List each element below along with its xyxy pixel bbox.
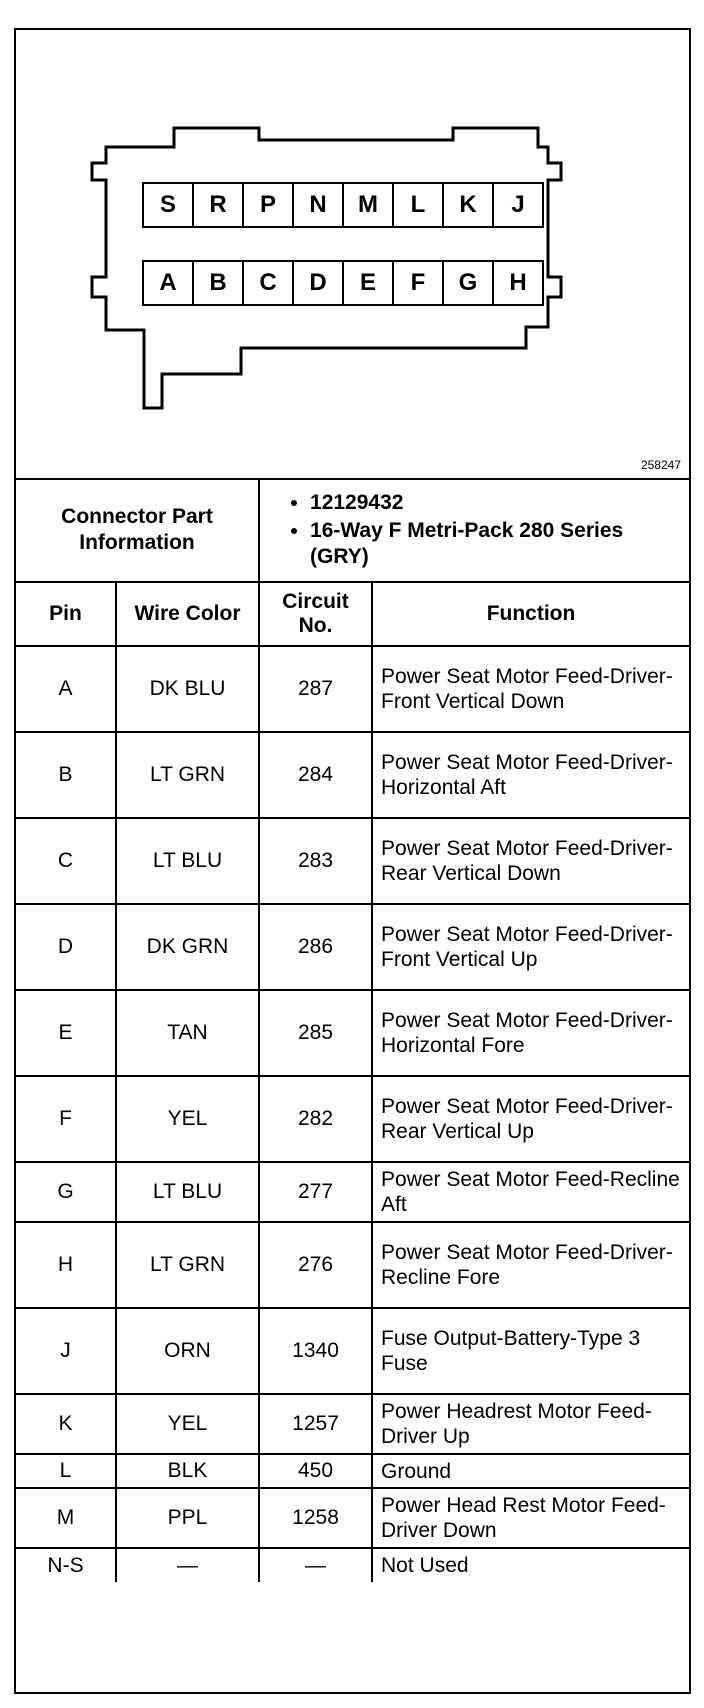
table-row <box>16 904 689 990</box>
pin-cell-text: C <box>16 818 116 904</box>
wire-color-cell: DK BLU <box>116 646 259 732</box>
pin-cavity: S <box>142 182 194 228</box>
wire-color-cell: PPL <box>116 1488 259 1548</box>
function-cell: Power Head Rest Motor Feed-Driver Down <box>372 1488 689 1548</box>
pin-cell-text: N-S <box>16 1548 116 1582</box>
figure-id: 258247 <box>640 458 681 472</box>
header-pin: Pin <box>16 582 116 646</box>
table-row <box>16 1394 689 1454</box>
circuit-cell: 450 <box>259 1454 372 1488</box>
function-cell: Power Seat Motor Feed-Driver-Rear Vertical Up <box>372 1076 689 1162</box>
pin-cell-text: H <box>16 1222 116 1308</box>
function-cell: Fuse Output-Battery-Type 3 Fuse <box>372 1308 689 1394</box>
function-cell: Power Seat Motor Feed-Driver-Horizontal Aft <box>372 732 689 818</box>
circuit-cell: 277 <box>259 1162 372 1222</box>
pin-cell-text: B <box>16 732 116 818</box>
circuit-cell: — <box>259 1548 372 1582</box>
table-row <box>16 646 689 732</box>
connector-outline <box>16 30 689 478</box>
pin-cavity: G <box>442 260 494 306</box>
pin-cavity: D <box>292 260 344 306</box>
wire-color-cell: BLK <box>116 1454 259 1488</box>
pin-cavity: B <box>192 260 244 306</box>
pin-cavity: E <box>342 260 394 306</box>
wire-color-cell: TAN <box>116 990 259 1076</box>
pin-cell-text: F <box>16 1076 116 1162</box>
wire-color-cell: — <box>116 1548 259 1582</box>
circuit-cell: 1258 <box>259 1488 372 1548</box>
function-cell: Power Seat Motor Feed-Driver-Front Vertical Up <box>372 904 689 990</box>
circuit-cell: 284 <box>259 732 372 818</box>
wire-color-cell: YEL <box>116 1394 259 1454</box>
wire-color-cell: DK GRN <box>116 904 259 990</box>
circuit-cell: 283 <box>259 818 372 904</box>
pin-cell-text: K <box>16 1394 116 1454</box>
connector-info-item: • 16-Way F Metri-Pack 280 Series (GRY) <box>310 518 681 570</box>
table-row <box>16 732 689 818</box>
wire-color-cell: ORN <box>116 1308 259 1394</box>
function-cell: Power Seat Motor Feed-Driver-Recline Fore <box>372 1222 689 1308</box>
pin-cavity: P <box>242 182 294 228</box>
function-cell: Not Used <box>372 1548 689 1582</box>
table-row <box>16 1454 689 1488</box>
connector-figure <box>16 30 689 480</box>
circuit-cell: 285 <box>259 990 372 1076</box>
pin-cavity: J <box>492 182 544 228</box>
table-row <box>16 1076 689 1162</box>
pin-cell-text: L <box>16 1454 116 1488</box>
wire-color-cell: YEL <box>116 1076 259 1162</box>
connector-sheet <box>14 28 691 1694</box>
wire-color-cell: LT GRN <box>116 732 259 818</box>
table-row <box>16 1222 689 1308</box>
top-pin-row <box>144 182 544 228</box>
table-row <box>16 1548 689 1582</box>
circuit-cell: 286 <box>259 904 372 990</box>
pin-cell-text: G <box>16 1162 116 1222</box>
table-row <box>16 990 689 1076</box>
pin-cell-text: J <box>16 1308 116 1394</box>
header-circuit: Circuit No. <box>259 582 372 646</box>
wire-color-cell: LT BLU <box>116 1162 259 1222</box>
pin-cell-text: D <box>16 904 116 990</box>
header-wire-color: Wire Color <box>116 582 259 646</box>
connector-info-item: • 12129432 <box>310 490 681 516</box>
header-row <box>16 582 689 646</box>
pin-cavity: K <box>442 182 494 228</box>
pin-cavity: H <box>492 260 544 306</box>
function-cell: Power Seat Motor Feed-Driver-Rear Vertical Down <box>372 818 689 904</box>
pin-cell-text: M <box>16 1488 116 1548</box>
circuit-cell: 1257 <box>259 1394 372 1454</box>
table-row <box>16 818 689 904</box>
header-function: Function <box>372 582 689 646</box>
pin-cavity: M <box>342 182 394 228</box>
pinout-table <box>16 478 689 1582</box>
circuit-cell: 282 <box>259 1076 372 1162</box>
function-cell: Power Headrest Motor Feed-Driver Up <box>372 1394 689 1454</box>
function-cell: Power Seat Motor Feed-Driver-Horizontal Fore <box>372 990 689 1076</box>
circuit-cell: 1340 <box>259 1308 372 1394</box>
table-row <box>16 1162 689 1222</box>
pin-cavity: C <box>242 260 294 306</box>
circuit-cell: 276 <box>259 1222 372 1308</box>
pin-cavity: L <box>392 182 444 228</box>
function-cell: Power Seat Motor Feed-Driver-Front Vertical Down <box>372 646 689 732</box>
connector-info-row <box>16 478 689 582</box>
table-row <box>16 1308 689 1394</box>
bottom-pin-row <box>144 260 544 306</box>
pin-cell-text: E <box>16 990 116 1076</box>
pin-cavity: A <box>142 260 194 306</box>
function-cell: Power Seat Motor Feed-Recline Aft <box>372 1162 689 1222</box>
pin-cavity: R <box>192 182 244 228</box>
pin-cell-text: A <box>16 646 116 732</box>
pin-cavity: F <box>392 260 444 306</box>
function-cell: Ground <box>372 1454 689 1488</box>
wire-color-cell: LT GRN <box>116 1222 259 1308</box>
connector-info-list <box>259 478 689 582</box>
wire-color-cell: LT BLU <box>116 818 259 904</box>
table-row <box>16 1488 689 1548</box>
pin-cavity: N <box>292 182 344 228</box>
connector-info-label: Connector Part Information <box>16 478 259 582</box>
circuit-cell: 287 <box>259 646 372 732</box>
